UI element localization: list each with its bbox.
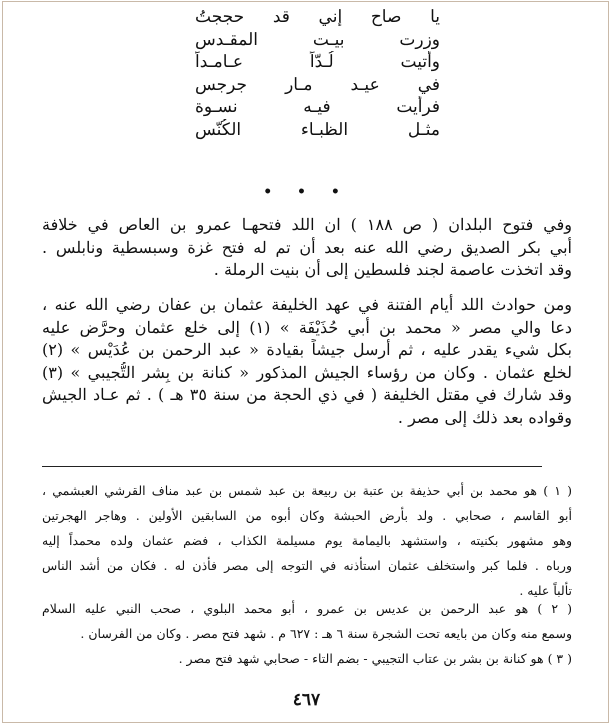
footnote-2 (42, 596, 572, 646)
poem-line: وأتيت لُـدّاً عـامـداً (195, 52, 440, 72)
poem-line: في عيـد مـار جرجس (195, 74, 440, 95)
footnote-1 (42, 478, 572, 603)
poem-line: يا صاح إني قد حججتُ (195, 7, 440, 27)
poem-stanza (195, 6, 440, 141)
footnote-line: وسمع منه وكان من بايعه تحت الشجرة سنة ٦ هـ : ٦٢٧ م . شهد فتح مصر . وكان من الفرسان . (80, 626, 572, 641)
text-line: ومن حوادث اللد أيام الفتنة في عهد الخليفة عثمان بن عفان رضي الله عنه ، (42, 295, 572, 314)
text-line: لخلع عثمان . وكان من رؤساء الجيش المذكور « كنانة بن بِشر التُّجيبي » (٣) (42, 362, 572, 382)
paragraph-fitna-events (42, 294, 572, 429)
footnote-line: ( ١ ) هو محمد بن أبي حذيفة بن عتبة بن ربيعة بن عبد شمس بن عبد مناف القرشي العبشمي ، (42, 483, 572, 498)
footnote-line: تألباً عليه . (519, 583, 572, 598)
text-line: وقد اتخذت عاصمة لجند فلسطين إلى أن بنيت الرملة . (213, 260, 572, 279)
text-line: وفي فتوح البلدان ( ص ١٨٨ ) ان اللد فتحهـا عمرو بن العاص في خلافة (42, 215, 572, 234)
footnote-3 (42, 646, 572, 671)
text-line: وقد شارك في مقتل الخليفة ( في ذي الحجة من سنة ٣٥ هـ ) . ثم عـاد الجيش (42, 385, 572, 404)
footnote-line: ( ٢ ) هو عبد الرحمن بن عديس بن عمرو ، أبو محمد البلوي ، صحب النبي عليه السلام (42, 601, 572, 616)
text-line: بكل شيء يقدر عليه ، ثم أرسل جيشاً بقيادة « عبد الرحمن بن عُدَيْس » (٢) (42, 340, 572, 359)
text-line: دعا والي مصر « محمد بن أبي حُذَيْفَة » (١) إلى خلع عثمان وحرَّض عليه (42, 317, 572, 337)
poem-line: فرأيت فيـه نسـوة (195, 97, 440, 117)
poem-line: وزرت بيـت المقـدس (195, 29, 440, 50)
footnote-line: وهو مشهور بكنيته ، واستشهد باليمامة يوم مسيلمة الكذاب ، فضم عثمان ولده محمداً إليه (42, 533, 572, 548)
paragraph-futuh-al-buldan (42, 214, 572, 282)
text-line: وقواده بعد ذلك إلى مصر . (397, 407, 572, 427)
footnote-line: أبو القاسم ، صحابي . ولد بأرض الحبشة وكان أبوه من السابقين الأولين . وهاجر الهجرتين (42, 508, 572, 523)
poem-line: مثـل الظبـاء الكُنّس (195, 119, 440, 140)
footnote-line: ( ٣ ) هو كنانة بن بشر بن عتاب التجيبي - بضم التاء - صحابي شهد فتح مصر . (178, 651, 572, 666)
footnote-line: ورباه . فلما كبر واستخلف عثمان استأذنه في التوجه إلى مصر فأذن له . فكان من أشد الناس (42, 558, 572, 573)
section-separator: • • • (263, 184, 350, 200)
text-line: أبي بكر الصديق رضي الله عنه بعد أن تم له فتح غزة وسبسطية ونابلس . (42, 237, 572, 257)
footnote-divider (42, 466, 542, 467)
page-number: ٤٦٧ (292, 690, 321, 710)
